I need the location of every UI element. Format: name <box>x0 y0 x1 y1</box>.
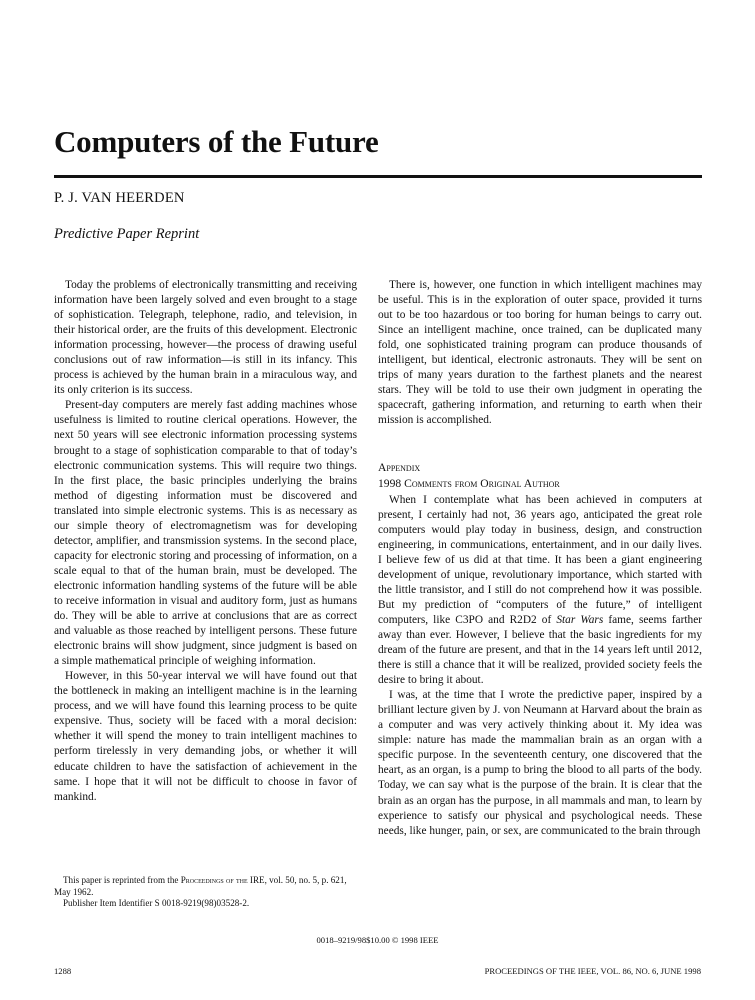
footnote-text: This paper is reprinted from the <box>63 875 181 885</box>
appendix-header <box>378 460 702 490</box>
body-paragraph: There is, however, one function in which intelligent machines may be useful. This is in the exploration of outer space, provided it turns out to be too hazardous or too boring for human beings to carry out. Since an intelligent machine, once trained, can be duplicated many fold, one sophisticated training program can produce thousands of intelligent, but identical, electronic astronauts. They will be sent on trips of many years duration to the farthest planets and the nearest stars. They will be told to use their own judgment in operating the spacecraft, gathering information, and returning to earth when their mission is accomplished. <box>378 279 702 427</box>
appendix-text: When I contemplate what has been achieved in computers at present, I certainly had not, 36 years ago, anticipated the great role computers would play today in business, design, and construction engineering, in communications, entertainment, and in our daily lives. I believe few of us did at that time. It has been a giant engineering development of unique, revolutionary importance, which started with the little transistor, and I still do not comprehend how it was possible. But my prediction of “computers of the future,” of intelligent computers, like C3PO and R2D2 of <box>378 493 702 626</box>
footnote-text: IRE, vol. 50, no. 5, p. 621, May 1962. <box>54 875 347 897</box>
appendix-body <box>378 493 702 839</box>
appendix-heading: Appendix <box>378 461 421 475</box>
body-paragraph: However, in this 50-year interval we will have found out that the bottleneck in making an intelligent machine is in the learning process, and we will have found this learning process to be quite expensive. Thus, society will be faced with a moral decision: whether it will spend the money to train intelligent machines to perform tirelessly in very demanding jobs, or whether it will educate children to have the satisfaction of achievement in the same. I hope that it will not be difficult to choose in favor of mankind. <box>54 670 357 803</box>
body-paragraph: Today the problems of electronically transmitting and receiving information have been largely solved and even brought to a stage of sophistication. Telegraph, telephone, radio, and television, in their historical order, are the fruits of this development. Electronic information processing, however—the process of drawing useful conclusions out of raw information—is still in its infancy. This process is achieved by the human brain in a miraculous way, and its only criterion is its success. <box>54 279 357 397</box>
body-paragraph: Present-day computers are merely fast adding machines whose usefulness is limited to routine clerical operations. However, the next 50 years will see electronic information processing systems brought to a stage of sophistication comparable to that of today’s electronic communication systems. This will require two things. In the first place, the basic principles underlying the brains method of digesting information must be discovered and translated into simple electronic systems. This is as necessary as our simple theory of electromagnetism was for developing detector, amplifier, and transmission systems. In the second place, capacity for electronic storing and processing of information, on a scale equal to that of the human brain, must be developed. The electronic information handling systems of the future will be able to receive information in visual and auditory form, just as humans do. They will be able to arrive at conclusions that are as correct and valuable as those reached by intelligent persons. These future electronic brains will show judgment, since judgment is based on a simple mathematical principle of weighing information. <box>54 399 357 668</box>
page-number: 1288 <box>54 966 72 976</box>
paper-title: Computers of the Future <box>54 124 379 159</box>
author-name: P. J. VAN HEERDEN <box>54 190 185 206</box>
appendix-text: fame, seems farther away than ever. However, I believe that the basic ingredients for my dream of the future are present, and that in the 14 years left until 2012, there is still a chance that it will be realized, provided society feels the desire to bring it about. <box>378 613 703 687</box>
journal-name: Proceedings of the <box>180 875 248 885</box>
footnote-reprint-source <box>54 875 357 898</box>
footnote-publisher-id: Publisher Item Identifier S 0018-9219(98)03528-2. <box>63 898 250 909</box>
appendix-paragraph <box>378 493 702 689</box>
right-column <box>378 278 702 839</box>
left-column <box>54 278 357 805</box>
copyright-line: 0018–9219/98$10.00 © 1998 IEEE <box>316 935 439 945</box>
footnote <box>54 875 357 910</box>
journal-citation: PROCEEDINGS OF THE IEEE, VOL. 86, NO. 6, JUNE 1998 <box>484 966 701 976</box>
appendix-subheading: 1998 Comments from Original Author <box>378 476 560 490</box>
title-rule <box>54 175 702 178</box>
appendix-paragraph: I was, at the time that I wrote the predictive paper, inspired by a brilliant lecture given by J. von Neumann at Harvard about the brain as a computer and was very actively thinking about it. My idea was simple: nature has made the mammalian brain as an organ with a specific purpose. In the seventeenth century, one discovered that the heart, as an organ, is a pump to bring the blood to all parts of the body. Today, we can say what is the purpose of the brain. It is clear that the brain as an organ has the purpose, in all mammals and man, to learn by experience to satisfy our physical and psychological needs. These needs, like hunger, pain, or sex, are communicated to the brain through <box>378 689 702 837</box>
paper-subtitle: Predictive Paper Reprint <box>54 226 200 242</box>
film-title: Star Wars <box>556 613 604 626</box>
